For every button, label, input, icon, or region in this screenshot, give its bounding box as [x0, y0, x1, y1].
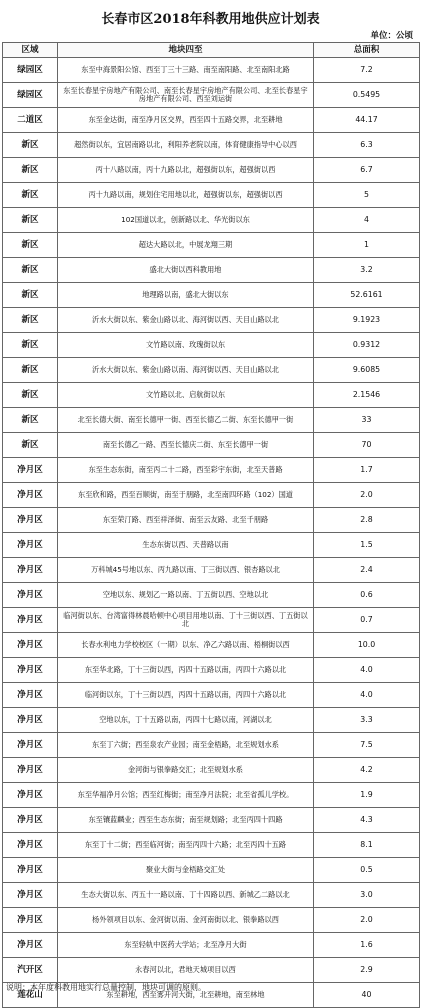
table-row	[3, 758, 420, 783]
area-cell: 净月区	[3, 783, 58, 808]
area-cell: 净月区	[3, 558, 58, 583]
area-cell: 净月区	[3, 583, 58, 608]
area-cell: 净月区	[3, 833, 58, 858]
unit-label: 单位：公顷	[370, 31, 413, 41]
total-area-cell: 9.1923	[314, 308, 420, 333]
table-row	[3, 358, 420, 383]
table-row	[3, 283, 420, 308]
boundary-cell: 万科城45号地以东、丙九路以南、丁三街以西、银杏路以北	[58, 558, 314, 583]
table-row	[3, 608, 420, 633]
boundary-cell: 超达大路以北，中展龙翔三期	[58, 233, 314, 258]
total-area-cell: 8.1	[314, 833, 420, 858]
header-boundary: 地块四至	[58, 43, 314, 58]
land-supply-table	[2, 42, 420, 1008]
table-row	[3, 333, 420, 358]
area-cell: 新区	[3, 333, 58, 358]
total-area-cell: 44.17	[314, 108, 420, 133]
boundary-cell: 东至中海景阳公馆、西至丁三十三路、南至南阳路、北至南阳北路	[58, 58, 314, 83]
table-row	[3, 508, 420, 533]
total-area-cell: 3.3	[314, 708, 420, 733]
area-cell: 新区	[3, 158, 58, 183]
boundary-cell: 东至丁六街；西至泉农产业园；南至金梧路，北至规划水系	[58, 733, 314, 758]
table-row	[3, 133, 420, 158]
table-row	[3, 408, 420, 433]
boundary-cell: 东至丁十二街；西至临河街；南至丙四十六路；北至丙四十五路	[58, 833, 314, 858]
boundary-cell: 生态大街以东、丙五十一路以南、丁十四路以西、新城乙二路以北	[58, 883, 314, 908]
table-row	[3, 483, 420, 508]
table-row	[3, 258, 420, 283]
area-cell: 净月区	[3, 533, 58, 558]
total-area-cell: 0.9312	[314, 333, 420, 358]
table-row	[3, 808, 420, 833]
area-cell: 新区	[3, 208, 58, 233]
table-row	[3, 883, 420, 908]
boundary-cell: 东至欣和路，西至百顺街，南至于朋路，北至南四环路（102）国道	[58, 483, 314, 508]
boundary-cell: 东至耕地，西至雾开河大街，北至耕地，南至林地	[58, 983, 314, 1008]
boundary-cell: 沂水大街以东、紫金山路以北、海河街以西、天目山路以北	[58, 308, 314, 333]
total-area-cell: 1.7	[314, 458, 420, 483]
total-area-cell: 6.3	[314, 133, 420, 158]
page-title: 长春市区2018年科教用地供应计划表	[101, 12, 320, 27]
boundary-cell: 聚业大街与金梧路交汇处	[58, 858, 314, 883]
area-cell: 净月区	[3, 933, 58, 958]
table-row	[3, 533, 420, 558]
table-row	[3, 858, 420, 883]
area-cell: 净月区	[3, 908, 58, 933]
area-cell: 新区	[3, 283, 58, 308]
total-area-cell: 1.9	[314, 783, 420, 808]
area-cell: 新区	[3, 183, 58, 208]
table-body	[3, 58, 420, 1008]
total-area-cell: 5	[314, 183, 420, 208]
boundary-cell: 东至金达街，南至净月区交界，西至四十五路交界，北至耕地	[58, 108, 314, 133]
total-area-cell: 10.0	[314, 633, 420, 658]
area-cell: 净月区	[3, 858, 58, 883]
table-row	[3, 908, 420, 933]
area-cell: 净月区	[3, 883, 58, 908]
boundary-cell: 东至华北路，丁十三街以西，丙四十五路以南，丙四十六路以北	[58, 658, 314, 683]
boundary-cell: 沂水大街以东、紫金山路以南、海河街以西、天目山路以北	[58, 358, 314, 383]
boundary-cell: 东至生态东街，南至丙二十二路，西至彩宇东街，北至天普路	[58, 458, 314, 483]
area-cell: 莲花山	[3, 983, 58, 1008]
boundary-cell: 超然街以东，宜居南路以北，利阳养老院以南，体育健康指导中心以西	[58, 133, 314, 158]
total-area-cell: 40	[314, 983, 420, 1008]
table-row	[3, 733, 420, 758]
footnote: 说明：本年度科教用地实行总量控制，地块可调的原则。	[6, 983, 206, 992]
area-cell: 绿园区	[3, 58, 58, 83]
table-row	[3, 708, 420, 733]
boundary-cell: 盛北大街以西科教用地	[58, 258, 314, 283]
table-row	[3, 958, 420, 983]
boundary-cell: 丙十九路以南，规划住宅用地以北，超强街以东，超强街以西	[58, 183, 314, 208]
total-area-cell: 2.9	[314, 958, 420, 983]
boundary-cell: 空地以东，丁十五路以南，丙四十七路以南，河湖以北	[58, 708, 314, 733]
table-row	[3, 208, 420, 233]
boundary-cell: 东至长春星宇房地产有限公司、南至长春星宇房地产有限公司、北至长春星宇房地产有限公司、西至刘运街	[58, 83, 314, 108]
table-row	[3, 783, 420, 808]
total-area-cell: 7.2	[314, 58, 420, 83]
total-area-cell: 3.2	[314, 258, 420, 283]
table-row	[3, 633, 420, 658]
total-area-cell: 0.7	[314, 608, 420, 633]
boundary-cell: 东至荣汀路、西至祥泽街、南至云友路、北至千朋路	[58, 508, 314, 533]
area-cell: 净月区	[3, 733, 58, 758]
area-cell: 新区	[3, 233, 58, 258]
boundary-cell: 南至长德乙一路、西至长德庆二街、东至长德甲一街	[58, 433, 314, 458]
boundary-cell: 东至轻轨中医药大学站；北至净月大街	[58, 933, 314, 958]
boundary-cell: 生态东街以西、天普路以南	[58, 533, 314, 558]
total-area-cell: 1.5	[314, 533, 420, 558]
table-row	[3, 458, 420, 483]
header-total-area: 总面积	[314, 43, 420, 58]
total-area-cell: 0.5	[314, 858, 420, 883]
area-cell: 二道区	[3, 108, 58, 133]
boundary-cell: 长春水利电力学校校区（一期）以东、净乙六路以南、梧桐街以西	[58, 633, 314, 658]
area-cell: 净月区	[3, 683, 58, 708]
total-area-cell: 4.0	[314, 658, 420, 683]
total-area-cell: 4.3	[314, 808, 420, 833]
total-area-cell: 52.6161	[314, 283, 420, 308]
boundary-cell: 杨外领项目以东、金河街以南、金河南街以北、银拳路以西	[58, 908, 314, 933]
boundary-cell: 地理路以南，盛北大街以东	[58, 283, 314, 308]
area-cell: 净月区	[3, 483, 58, 508]
total-area-cell: 2.0	[314, 908, 420, 933]
total-area-cell: 1	[314, 233, 420, 258]
area-cell: 新区	[3, 258, 58, 283]
area-cell: 汽开区	[3, 958, 58, 983]
total-area-cell: 0.5495	[314, 83, 420, 108]
total-area-cell: 4	[314, 208, 420, 233]
area-cell: 净月区	[3, 758, 58, 783]
area-cell: 净月区	[3, 458, 58, 483]
total-area-cell: 70	[314, 433, 420, 458]
area-cell: 净月区	[3, 708, 58, 733]
boundary-cell: 东至镶蓝麟业；西至生态东街；南至规划路；北至丙四十四路	[58, 808, 314, 833]
table-row	[3, 833, 420, 858]
total-area-cell: 7.5	[314, 733, 420, 758]
total-area-cell: 6.7	[314, 158, 420, 183]
total-area-cell: 2.0	[314, 483, 420, 508]
boundary-cell: 北至长德大街、南至长德甲一街、西至长德乙二街、东至长德甲一街	[58, 408, 314, 433]
table-row	[3, 933, 420, 958]
boundary-cell: 东至华福净月公馆；西至红梅街；南至净月法院；北至省孤儿学校。	[58, 783, 314, 808]
table-row	[3, 183, 420, 208]
table-row	[3, 308, 420, 333]
table-row	[3, 558, 420, 583]
total-area-cell: 33	[314, 408, 420, 433]
area-cell: 净月区	[3, 808, 58, 833]
area-cell: 新区	[3, 433, 58, 458]
area-cell: 新区	[3, 383, 58, 408]
area-cell: 净月区	[3, 633, 58, 658]
area-cell: 净月区	[3, 658, 58, 683]
total-area-cell: 2.4	[314, 558, 420, 583]
total-area-cell: 0.6	[314, 583, 420, 608]
area-cell: 新区	[3, 133, 58, 158]
table-row	[3, 108, 420, 133]
table-header-row	[3, 43, 420, 58]
area-cell: 绿园区	[3, 83, 58, 108]
table-row	[3, 658, 420, 683]
area-cell: 新区	[3, 408, 58, 433]
total-area-cell: 9.6085	[314, 358, 420, 383]
table-row	[3, 683, 420, 708]
boundary-cell: 102国道以北，创新路以北、华光街以东	[58, 208, 314, 233]
area-cell: 净月区	[3, 508, 58, 533]
boundary-cell: 文竹路以北、启航街以东	[58, 383, 314, 408]
boundary-cell: 空地以东、规划乙一路以南、丁五街以西、空地以北	[58, 583, 314, 608]
table-row	[3, 383, 420, 408]
table-row	[3, 158, 420, 183]
area-cell: 新区	[3, 308, 58, 333]
boundary-cell: 临河街以东、台湾富得林晨哈顿中心项目用地以南、丁十三街以西、丁五街以北	[58, 608, 314, 633]
area-cell: 净月区	[3, 608, 58, 633]
total-area-cell: 4.0	[314, 683, 420, 708]
boundary-cell: 永春河以北，君地天城项目以西	[58, 958, 314, 983]
boundary-cell: 临河街以东，丁十三街以西，丙四十五路以南，丙四十六路以北	[58, 683, 314, 708]
boundary-cell: 文竹路以南、玫瑰街以东	[58, 333, 314, 358]
header-area: 区域	[3, 43, 58, 58]
total-area-cell: 2.8	[314, 508, 420, 533]
boundary-cell: 金河街与银拳路交汇；北至规划水系	[58, 758, 314, 783]
table-row	[3, 433, 420, 458]
area-cell: 新区	[3, 358, 58, 383]
total-area-cell: 4.2	[314, 758, 420, 783]
total-area-cell: 2.1546	[314, 383, 420, 408]
table-row	[3, 233, 420, 258]
table-row	[3, 583, 420, 608]
total-area-cell: 1.6	[314, 933, 420, 958]
boundary-cell: 丙十八路以南，丙十九路以北，超强街以东，超强街以西	[58, 158, 314, 183]
table-row	[3, 83, 420, 108]
total-area-cell: 3.0	[314, 883, 420, 908]
table-row	[3, 58, 420, 83]
